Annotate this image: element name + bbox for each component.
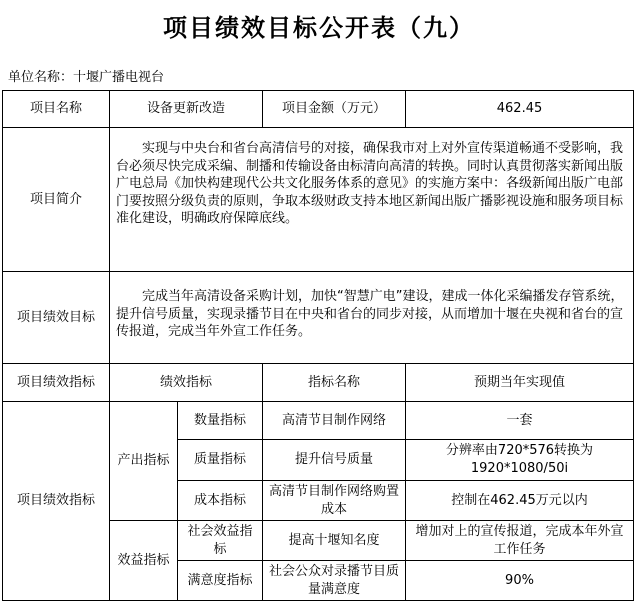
indicator-row — [3, 402, 634, 440]
indicator-name: 高清节目制作网络购置成本 — [263, 481, 406, 521]
indicator-name: 提高十堰知名度 — [263, 521, 406, 561]
indicator-header-col2: 指标名称 — [263, 364, 406, 402]
project-intro-text: 实现与中央台和省台高清信号的对接，确保我市对上对外宣传渠道畅通不受影响，我台必须尽快完成采编、制播和传输设备由标清向高清的转换。同时认真贯彻落实新闻出版广电总局《加快构建现代公共文化服务体系的意见》的实施方案中：各级新闻出版广电部门要按照分级负责的原则，争取本级财政支持本地区新闻出版广播影视设施和服务项目标准化建设，明确政府保障底线。 — [116, 141, 624, 226]
project-amount-value: 462.45 — [406, 91, 634, 128]
performance-table — [2, 90, 634, 601]
indicator-header-col3: 预期当年实现值 — [406, 364, 634, 402]
indicator-header-col1: 绩效指标 — [110, 364, 263, 402]
indicator-value: 控制在462.45万元以内 — [406, 481, 634, 521]
project-goal-row — [3, 272, 634, 364]
indicator-value: 一套 — [406, 402, 634, 440]
benefit-indicator-label: 效益指标 — [110, 521, 178, 601]
indicator-category: 成本指标 — [178, 481, 263, 521]
project-name-row — [3, 91, 634, 128]
project-goal-text: 完成当年高清设备采购计划，加快“智慧广电”建设，建成一体化采编播发存管系统，提升信号质量，实现录播节目在中央和省台的同步对接，从而增加十堰在央视和省台的宣传报道，完成当年外宣工作任务。 — [116, 289, 624, 339]
project-name-value: 设备更新改造 — [110, 91, 263, 128]
output-indicator-label: 产出指标 — [110, 402, 178, 521]
indicator-category: 数量指标 — [178, 402, 263, 440]
indicator-value: 增加对上的宣传报道，完成本年外宣工作任务 — [406, 521, 634, 561]
project-amount-label: 项目金额（万元） — [263, 91, 406, 128]
project-intro-row — [3, 128, 634, 272]
project-name-label: 项目名称 — [3, 91, 110, 128]
project-intro-label: 项目简介 — [3, 128, 110, 272]
indicators-label: 项目绩效指标 — [3, 402, 110, 601]
indicator-value: 90% — [406, 561, 634, 601]
indicator-category: 满意度指标 — [178, 561, 263, 601]
indicator-name: 社会公众对录播节目质量满意度 — [263, 561, 406, 601]
indicator-value: 分辨率由720*576转换为1920*1080/50i — [406, 440, 634, 481]
indicator-header-label: 项目绩效指标 — [3, 364, 110, 402]
project-goal-label: 项目绩效目标 — [3, 272, 110, 364]
unit-name-label: 单位名称：十堰广播电视台 — [8, 70, 165, 85]
indicator-category: 质量指标 — [178, 440, 263, 481]
indicator-name: 高清节目制作网络 — [263, 402, 406, 440]
indicator-name: 提升信号质量 — [263, 440, 406, 481]
project-goal-cell — [110, 272, 634, 364]
indicator-category: 社会效益指标 — [178, 521, 263, 561]
indicator-header-row — [3, 364, 634, 402]
project-intro-cell — [110, 128, 634, 272]
page-title: 项目绩效目标公开表（九） — [163, 13, 475, 42]
